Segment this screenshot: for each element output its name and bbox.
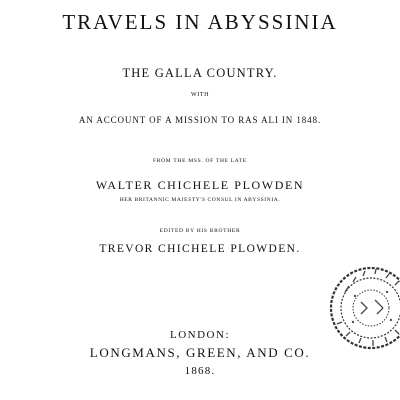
publication-year: 1868. [184, 365, 216, 377]
author-name: WALTER CHICHELE PLOWDEN [95, 178, 305, 192]
publisher-name: LONGMANS, GREEN, AND CO. [89, 345, 311, 360]
book-subtitle: THE GALLA COUNTRY. [122, 66, 278, 80]
book-title: TRAVELS IN ABYSSINIA [62, 10, 338, 34]
from-mss-line: FROM THE MSS. OF THE LATE [152, 158, 247, 164]
author-title: HER BRITANNIC MAJESTY'S CONSUL IN ABYSSINIA. [119, 197, 281, 203]
account-line: AN ACCOUNT OF A MISSION TO RAS ALI IN 1848. [78, 115, 322, 125]
editor-name: TREVOR CHICHELE PLOWDEN. [99, 243, 301, 255]
with-connector: WITH [190, 92, 210, 98]
publication-place: LONDON: [170, 329, 230, 341]
library-stamp-icon [325, 262, 400, 354]
edited-by-line: EDITED BY HIS BROTHER [159, 228, 241, 234]
